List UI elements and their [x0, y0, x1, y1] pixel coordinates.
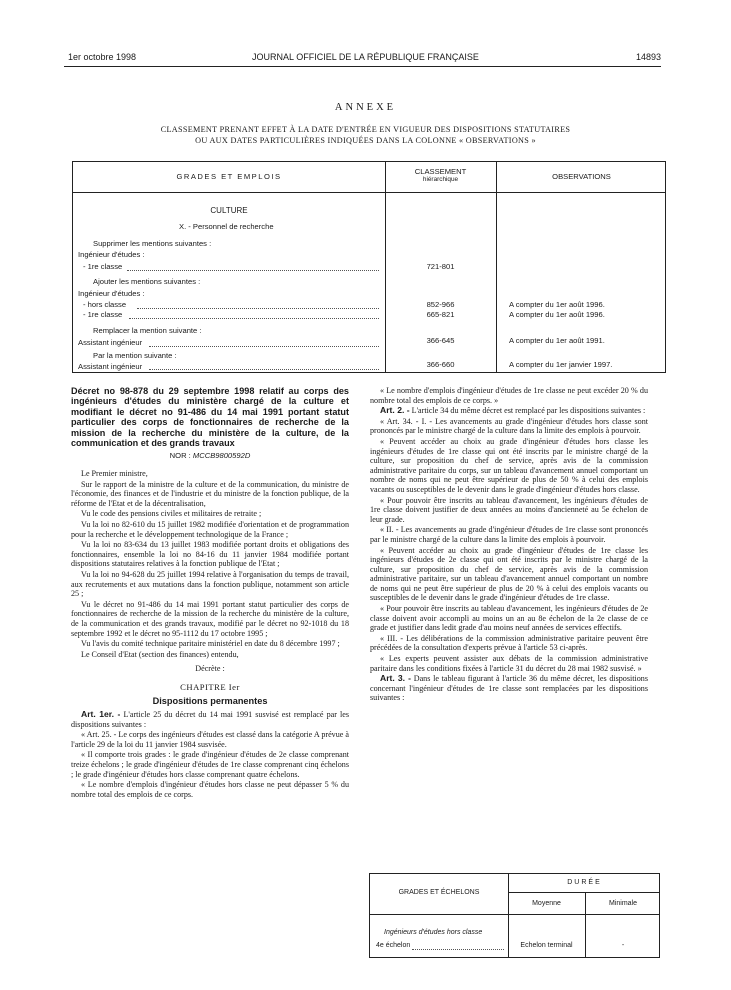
- table-row-observation: A compter du 1er janvier 1997.: [509, 360, 613, 369]
- paragraph: Le Conseil d'Etat (section des finances) entendu,: [81, 649, 239, 659]
- paragraph: « Art. 34. - I. - Les avancements au grade d'ingénieur d'études hors classe sont prononcés par le ministre chargé de la culture dans la limite des emplois à pourvoir.: [370, 416, 648, 436]
- article-1: [71, 710, 349, 729]
- leader-dots: [412, 949, 504, 950]
- nor-value: MCCB9800592D: [192, 451, 251, 461]
- paragraph: « Pour pouvoir être inscrits au tableau d'avancement, les ingénieurs d'études de 1re classe doivent justifier de deux années au moins d'ancienneté au 5e échelon de leur grade.: [370, 495, 648, 524]
- row-label: 4e échelon: [376, 942, 411, 949]
- leader-dots: [149, 369, 379, 370]
- paragraph: « Le nombre d'emplois d'ingénieur d'études de 1re classe ne peut excéder 20 % du nombre total des emplois de ce corps. »: [370, 386, 648, 405]
- table-row-indices: 852-966: [426, 300, 455, 309]
- annexe-subtitle-line2: OU AUX DATES PARTICULIÈRES INDIQUÉES DANS LA COLONNE « OBSERVATIONS »: [195, 136, 536, 145]
- leader-dots: [137, 308, 379, 309]
- paragraph: « Le nombre d'emplois d'ingénieur d'études hors classe ne peut dépasser 5 % du nombre total des emplois de ce corps.: [71, 780, 349, 799]
- table-row-indices: 721-801: [426, 262, 455, 271]
- row-minimale: -: [621, 942, 625, 949]
- article-label: Art. 1er. -: [81, 709, 121, 720]
- classification-table: [72, 161, 666, 373]
- table-header-rule: [73, 192, 665, 193]
- table-divider: [496, 162, 497, 372]
- col-header-grades-echelons: GRADES ET ÉCHELONS: [398, 889, 480, 896]
- table-row-label: Assistant ingénieur: [78, 338, 143, 347]
- table-row-label: Remplacer la mention suivante :: [93, 326, 202, 335]
- col-header-observations: OBSERVATIONS: [552, 172, 611, 181]
- paragraph: « Peuvent accéder au choix au grade d'ingénieur d'études hors classe les ingénieurs d'études de 1re classe qui ont été inscrits par le ministre chargé de la culture, sur proposition du chef de service, après avis de la commission administrative paritaire du corps, sur un tableau d'avancement annuel comportant un nombre de noms qui ne peut être supérieur de plus de 50 % à celui des emplois vacants ou susceptibles de le devenir dans le grade d'ingénieur d'études hors classe.: [370, 436, 648, 494]
- col-header-grades: GRADES ET EMPLOIS: [176, 172, 282, 181]
- table-rule: [508, 892, 659, 893]
- table-row-observation: A compter du 1er août 1991.: [509, 336, 605, 345]
- chapter-title: Dispositions permanentes: [152, 695, 268, 706]
- row-group-label: Ingénieurs d'études hors classe: [384, 929, 483, 936]
- table-row-label: Ingénieur d'études :: [78, 250, 145, 259]
- right-column: [370, 386, 648, 704]
- paragraph: « Il comporte trois grades : le grade d'ingénieur d'études de 2e classe comprenant treize échelons ; le grade d'ingénieur d'études de 1re classe comprenant cinq échelons ; le grade d'ingénieur d'études hors classe comprenant quatre échelons.: [71, 750, 349, 779]
- annexe-subtitle-line1: CLASSEMENT PRENANT EFFET À LA DATE D'ENTRÉE EN VIGUEUR DES DISPOSITIONS STATUTAIRES: [160, 125, 571, 134]
- paragraph: Vu la loi no 82-610 du 15 juillet 1982 modifiée d'orientation et de programmation pour la recherche et le développement technologique de la France ;: [71, 520, 349, 539]
- nor-reference: [71, 451, 349, 461]
- article-3: [370, 674, 648, 703]
- table-row-label: Supprimer les mentions suivantes :: [93, 239, 212, 248]
- decree-title: Décret no 98-878 du 29 septembre 1998 relatif au corps des ingénieurs d'études du ministère chargé de la culture et modifiant le décret no 91-486 du 14 mai 1991 portant statut particulier des corps de fonctionnaires de recherche de la mission de la recherche du ministère de la culture, de la communication et des grands travaux: [71, 386, 349, 449]
- header-journal-title: JOURNAL OFFICIEL DE LA RÉPUBLIQUE FRANÇAISE: [252, 52, 479, 62]
- table-row-observation: A compter du 1er août 1996.: [509, 310, 605, 319]
- chapter-heading: CHAPITRE Ier: [180, 681, 240, 692]
- nor-label: NOR :: [169, 451, 191, 461]
- col-header-duree: DURÉE: [567, 879, 602, 886]
- table-row-observation: A compter du 1er août 1996.: [509, 300, 605, 309]
- table-row-label: Ingénieur d'études :: [78, 289, 145, 298]
- paragraph: Vu la loi no 94-628 du 25 juillet 1994 relative à l'organisation du temps de travail, aux recrutements et aux mutations dans la fonction publique, notamment son article 25 ;: [71, 569, 349, 599]
- duration-table: [369, 873, 660, 958]
- paragraph: Vu la loi no 83-634 du 13 juillet 1983 modifiée portant droits et obligations des fonctionnaires, ensemble la loi no 84-16 du 11 janvier 1984 modifiée portant dispositions statutaires relatives à la fonction publique de l'Etat ;: [71, 540, 349, 569]
- table-header-rule: [370, 914, 659, 915]
- article-text: Dans le tableau figurant à l'article 36 du même décret, les dispositions concernant l'ingénieur d'études de 1re classe sont remplacées par les dispositions suivantes :: [370, 674, 648, 703]
- header-date: 1er octobre 1998: [68, 52, 137, 62]
- section-title: CULTURE: [210, 206, 248, 215]
- leader-dots: [129, 318, 379, 319]
- paragraph: Sur le rapport de la ministre de la culture et de la communication, du ministre de l'économie, des finances et de l'industrie et du ministre de la fonction publique, de la réforme de l'Etat et de la décentralisation,: [71, 479, 349, 508]
- paragraph: « III. - Les délibérations de la commission administrative paritaire peuvent être précédées de la consultation d'experts prévue à l'article 53 ci-après.: [370, 633, 648, 653]
- paragraph: « Peuvent accéder au choix au grade d'ingénieur d'études de 1re classe les ingénieurs d'études de 2e classe qui ont été inscrits par le ministre chargé de la culture, sur proposition du chef de service, après avis de la commission administrative paritaire, sur un tableau d'avancement annuel comportant un nombre de noms qui ne peut être supérieur de plus de 20 % à celui des emplois vacants ou susceptibles de le devenir dans le grade d'ingénieur d'études de 1re classe.: [370, 545, 648, 603]
- article-2: [370, 406, 648, 416]
- table-row-indices: 366-660: [426, 360, 455, 369]
- subsection-title: X. - Personnel de recherche: [179, 222, 274, 231]
- article-text: L'article 25 du décret du 14 mai 1991 susvisé est remplacé par les dispositions suivantes :: [71, 710, 349, 729]
- leader-dots: [149, 346, 379, 347]
- left-column: [71, 386, 349, 800]
- table-row-label: - 1re classe: [83, 310, 123, 319]
- paragraph: Vu l'avis du comité technique paritaire ministériel en date du 8 décembre 1997 ;: [81, 639, 340, 649]
- paragraph: Vu le code des pensions civiles et militaires de retraite ;: [81, 509, 262, 519]
- article-label: Art. 2. -: [380, 405, 410, 416]
- table-row-label: - 1re classe: [83, 262, 123, 271]
- article-label: Art. 3. -: [380, 673, 411, 684]
- table-row-label: Ajouter les mentions suivantes :: [93, 277, 201, 286]
- header-rule: [64, 66, 661, 67]
- leader-dots: [127, 270, 379, 271]
- col-header-classement-sub: hiérarchique: [422, 176, 459, 183]
- paragraph: « Les experts peuvent assister aux débats de la commission administrative paritaire dans les conditions fixées à l'article 31 du décret du 28 mai 1982 susvisé. »: [370, 654, 648, 673]
- col-header-moyenne: Moyenne: [532, 900, 561, 907]
- table-row-label: Assistant ingénieur: [78, 362, 143, 371]
- decrete-line: Décrète :: [195, 664, 225, 674]
- paragraph: Le Premier ministre,: [81, 469, 148, 479]
- table-row-label: - hors classe: [83, 300, 127, 309]
- table-row-indices: 366-645: [426, 336, 455, 345]
- table-row-indices: 665-821: [426, 310, 455, 319]
- article-text: L'article 34 du même décret est remplacé par les dispositions suivantes :: [411, 406, 646, 416]
- table-row-label: Par la mention suivante :: [93, 351, 177, 360]
- annexe-title: ANNEXE: [334, 102, 397, 113]
- col-header-minimale: Minimale: [608, 900, 637, 907]
- col-header-classement: CLASSEMENT: [414, 167, 467, 176]
- header-page-number: 14893: [635, 52, 661, 62]
- paragraph: « II. - Les avancements au grade d'ingénieur d'études de 1re classe sont prononcés par le ministre chargé de la culture dans la limite des emplois à pourvoir.: [370, 525, 648, 544]
- paragraph: « Pour pouvoir être inscrits au tableau d'avancement, les ingénieurs d'études de 2e classe doivent avoir accompli au moins un an au 8e échelon de la 2e classe de ce grade et justifier dans ledit grade d'au moins neuf années de services effectifs.: [370, 604, 648, 633]
- paragraph: Vu le décret no 91-486 du 14 mai 1991 portant statut particulier des corps de fonctionnaires de recherche de la mission de la recherche du ministère de la culture, de la communication et des grands travaux, modifié par le décret no 92-1018 du 18 septembre 1992 et le décret no 95-1112 du 17 octobre 1995 ;: [71, 599, 349, 638]
- paragraph: « Art. 25. - Le corps des ingénieurs d'études est classé dans la catégorie A prévue à l'article 29 de la loi du 11 janvier 1984 susvisée.: [71, 730, 349, 749]
- row-moyenne: Echelon terminal: [520, 942, 573, 949]
